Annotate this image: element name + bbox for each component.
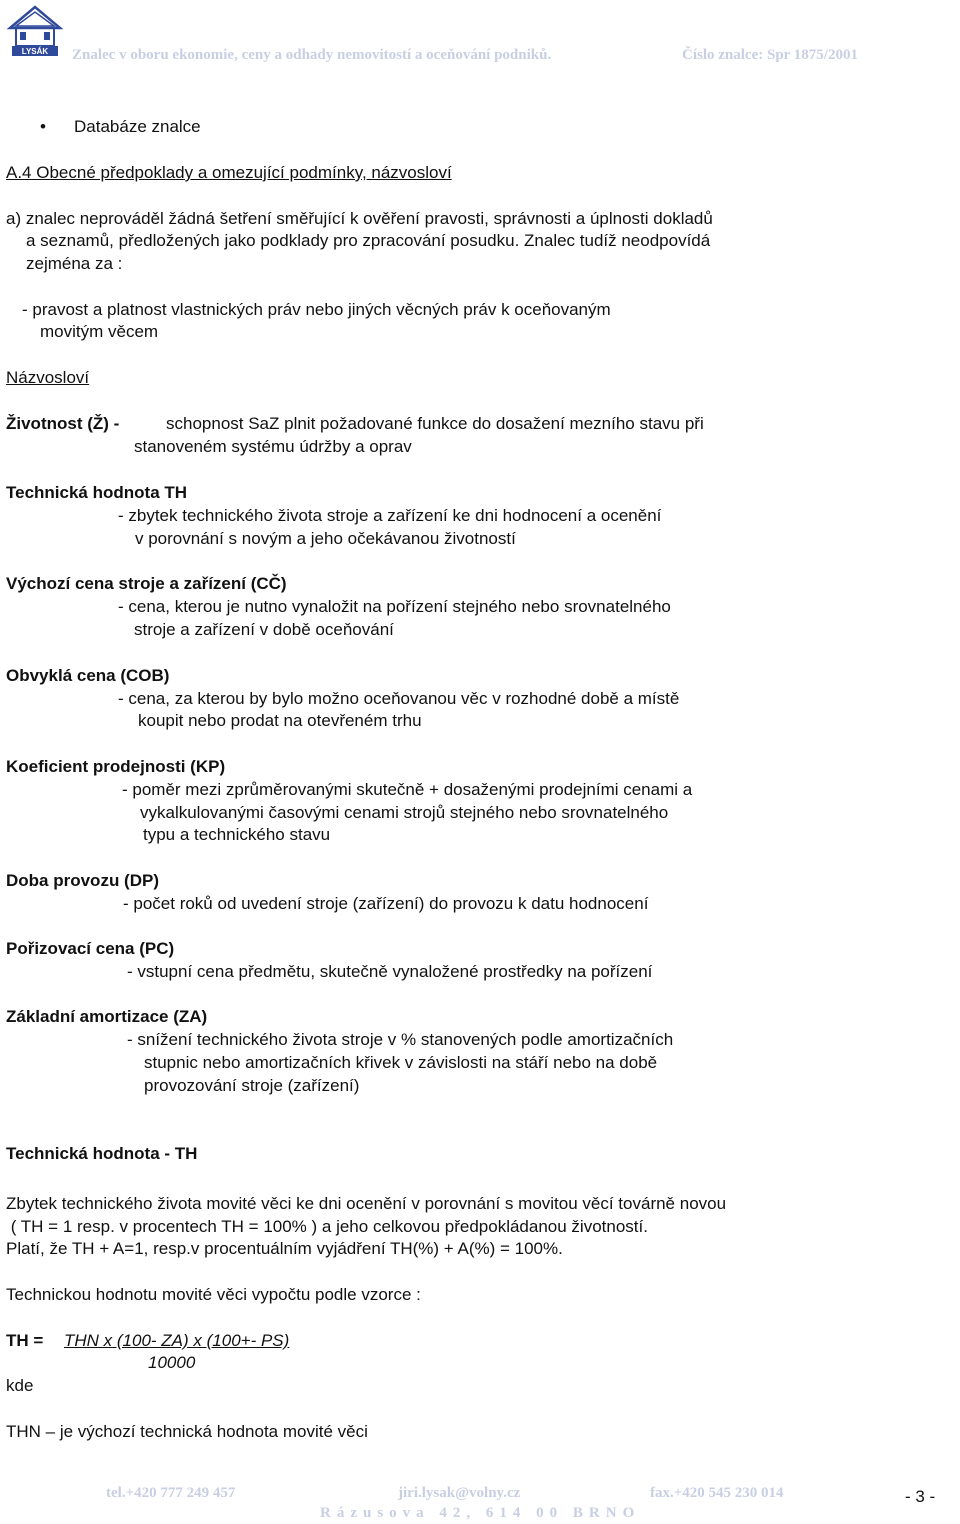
term-zivotnost-line-1: schopnost SaZ plnit požadované funkce do dosažení mezního stavu při: [166, 414, 704, 433]
th-line-1: Zbytek technického života movité věci ke dni ocenění v porovnání s movitou věcí továrně novou: [6, 1194, 727, 1213]
footer-address: Rázusova 42, 614 00 BRNO: [320, 1505, 641, 1521]
formula-intro: Technickou hodnotu movité věci vypočtu podle vzorce :: [6, 1285, 421, 1304]
bullet-text: Databáze znalce: [74, 117, 201, 136]
expert-number: Číslo znalce: Spr 1875/2001: [682, 47, 858, 63]
terminology-heading: Názvosloví: [6, 368, 90, 387]
term-koeficient: Koeficient prodejnosti (KP): [6, 757, 226, 776]
term-obvykla-cena-line-1: - cena, za kterou by bylo možno oceňovanou věc v rozhodné době a místě: [118, 689, 680, 708]
lysak-logo: [6, 4, 64, 58]
term-technicka-hodnota-line-1: - zbytek technického života stroje a zařízení ke dni hodnocení a ocenění: [118, 506, 662, 525]
svg-text:LYSÁK: LYSÁK: [21, 47, 49, 56]
footer-tel: tel.+420 777 249 457: [106, 1485, 236, 1501]
footer-fax: fax.+420 545 230 014: [650, 1485, 784, 1501]
term-koeficient-line-2: vykalkulovanými časovými cenami strojů stejného nebo srovnatelného: [140, 803, 669, 822]
clause-line-1: - pravost a platnost vlastnických práv nebo jiných věcných práv k oceňovaným: [22, 300, 611, 319]
term-porizovaci-cena-line-1: - vstupní cena předmětu, skutečně vynaložené prostředky na pořízení: [127, 962, 653, 981]
th-line-3: Platí, že TH + A=1, resp.v procentuálním vyjádření TH(%) + A(%) = 100%.: [6, 1239, 563, 1258]
section-heading: A.4 Obecné předpoklady a omezující podmínky, názvosloví: [6, 163, 452, 182]
term-koeficient-line-3: typu a technického stavu: [143, 825, 331, 844]
term-technicka-hodnota: Technická hodnota TH: [6, 483, 188, 502]
clause-line-2: movitým věcem: [40, 322, 159, 341]
intro-line-3: zejména za :: [26, 254, 123, 273]
term-koeficient-line-1: - poměr mezi zprůměrovanými skutečně + dosaženými prodejními cenami a: [122, 780, 693, 799]
term-porizovaci-cena: Pořizovací cena (PC): [6, 939, 175, 958]
th-heading: Technická hodnota - TH: [6, 1144, 198, 1163]
intro-line-2: a seznamů, předložených jako podklady pro zpracování posudku. Znalec tudíž neodpovídá: [26, 231, 711, 250]
term-vychozi-cena-line-1: - cena, kterou je nutno vynaložit na pořízení stejného nebo srovnatelného: [118, 597, 671, 616]
term-technicka-hodnota-line-2: v porovnání s novým a jeho očekávanou životností: [135, 529, 516, 548]
formula-kde: kde: [6, 1376, 34, 1395]
intro-line-1: a) znalec neprováděl žádná šetření směřující k ověření pravosti, správnosti a úplnosti dokladů: [6, 209, 713, 228]
th-line-2: ( TH = 1 resp. v procentech TH = 100% ) a jeho celkovou předpokládanou životností.: [6, 1217, 648, 1236]
term-obvykla-cena: Obvyklá cena (COB): [6, 666, 170, 685]
term-vychozi-cena-line-2: stroje a zařízení v době oceňování: [134, 620, 394, 639]
formula-denominator: 10000: [148, 1353, 196, 1372]
page-number: - 3 -: [905, 1487, 936, 1506]
term-zakladni-amortizace-line-1: - snížení technického života stroje v % stanovených podle amortizačních: [127, 1030, 674, 1049]
term-doba-provozu-line-1: - počet roků od uvedení stroje (zařízení) do provozu k datu hodnocení: [123, 894, 649, 913]
term-zakladni-amortizace: Základní amortizace (ZA): [6, 1007, 208, 1026]
term-doba-provozu: Doba provozu (DP): [6, 871, 159, 890]
formula-lhs: TH =: [6, 1331, 44, 1350]
term-zakladni-amortizace-line-2: stupnic nebo amortizačních křivek v závislosti na stáří nebo na době: [144, 1053, 658, 1072]
term-obvykla-cena-line-2: koupit nebo prodat na otevřeném trhu: [138, 711, 422, 730]
term-vychozi-cena: Výchozí cena stroje a zařízení (CČ): [6, 574, 287, 593]
formula-numerator: THN x (100- ZA) x (100+- PS): [64, 1331, 290, 1350]
term-zakladni-amortizace-line-3: provozování stroje (zařízení): [144, 1076, 360, 1095]
expert-title: Znalec v oboru ekonomie, ceny a odhady nemovitostí a oceňování podniků.: [72, 47, 552, 63]
footer-email: jiri.lysak@volny.cz: [398, 1485, 521, 1501]
bullet-glyph: •: [40, 117, 46, 136]
thn-definition: THN – je výchozí technická hodnota movité věci: [6, 1422, 368, 1441]
house-logo-icon: [6, 4, 64, 58]
term-zivotnost: Životnost (Ž) -: [6, 414, 120, 433]
term-zivotnost-line-2: stanoveném systému údržby a oprav: [134, 437, 412, 456]
